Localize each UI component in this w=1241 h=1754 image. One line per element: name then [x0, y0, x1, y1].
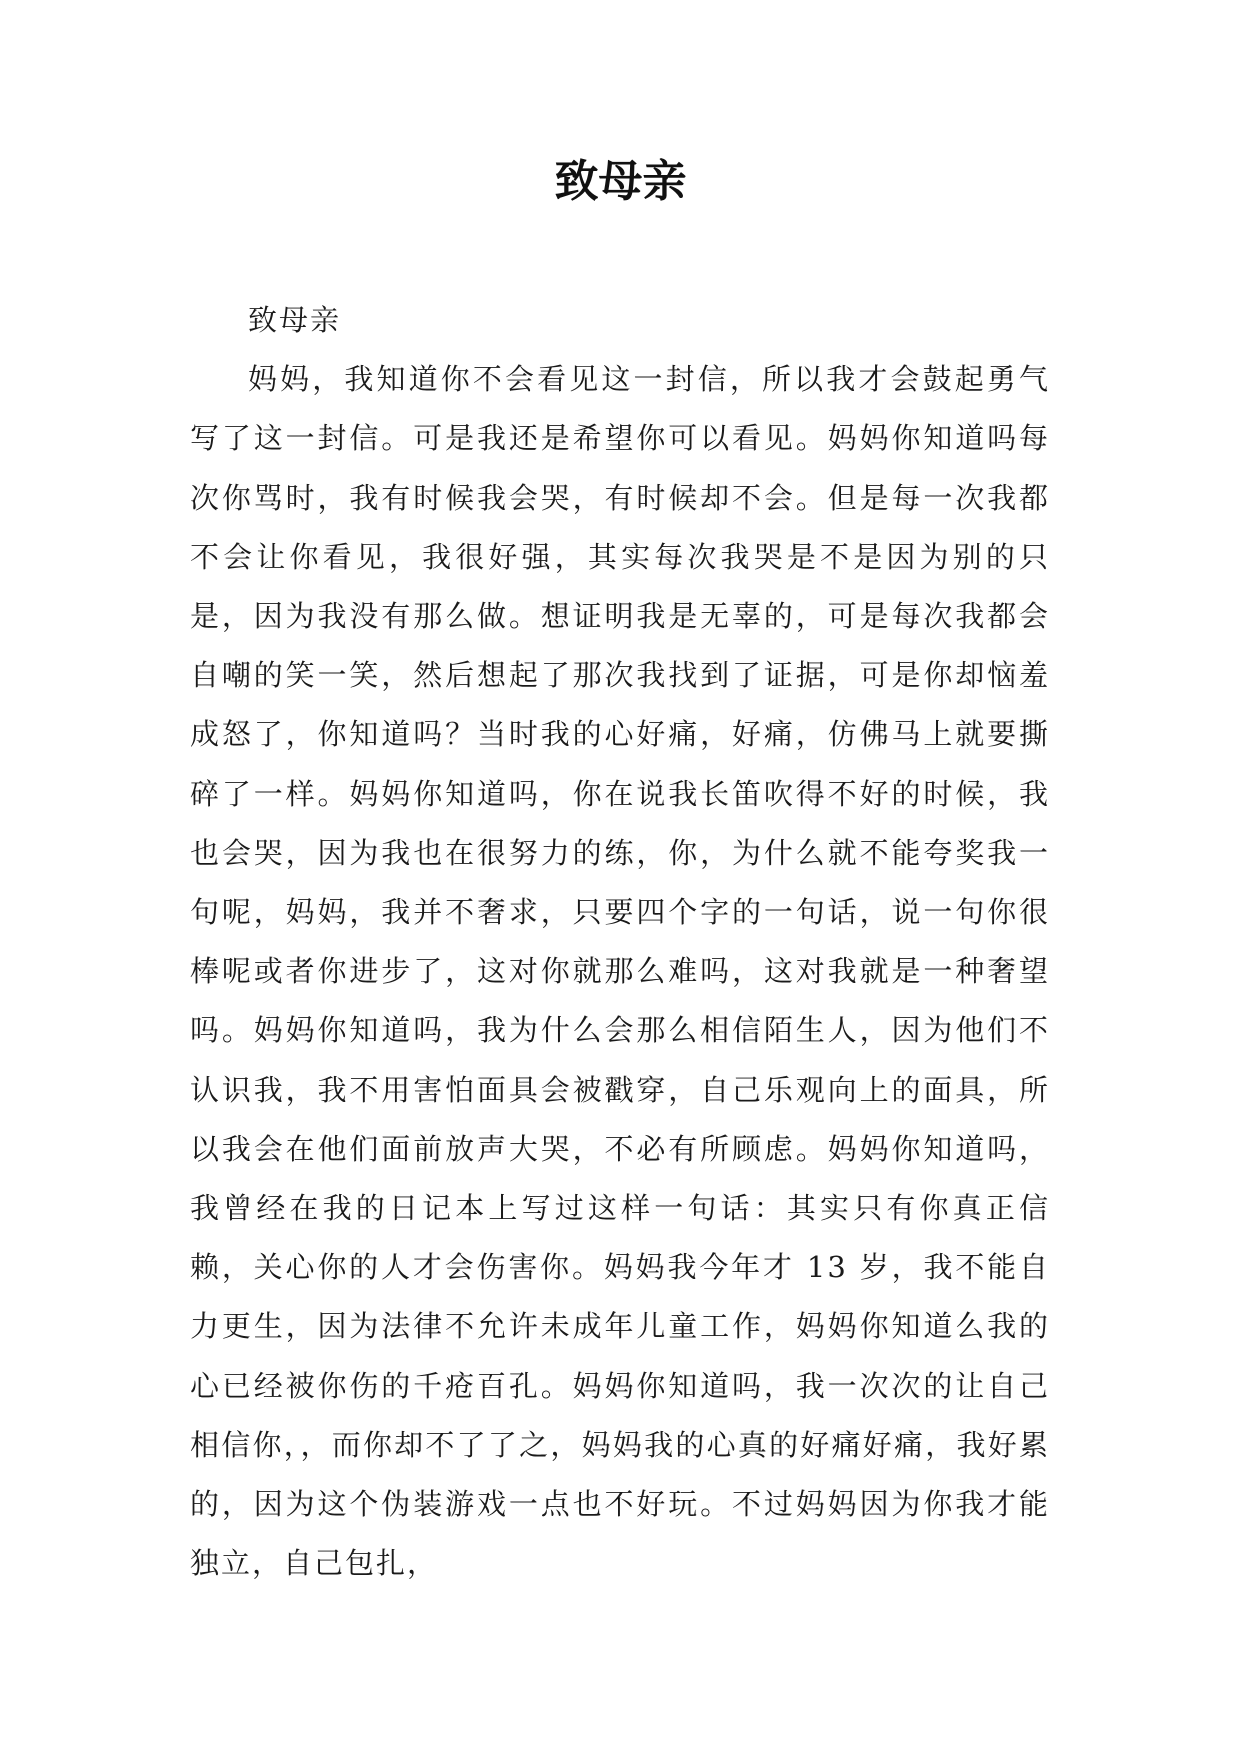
document-body [190, 291, 1050, 1593]
letter-paragraph: 妈妈，我知道你不会看见这一封信，所以我才会鼓起勇气写了这一封信。可是我还是希望你可以看见。妈妈你知道吗每次你骂时，我有时候我会哭，有时候却不会。但是每一次我都不会让你看见，我很好强，其实每次我哭是不是因为别的只是，因为我没有那么做。想证明我是无辜的，可是每次我都会自嘲的笑一笑，然后想起了那次我找到了证据，可是你却恼羞成怒了，你知道吗？当时我的心好痛，好痛，仿佛马上就要撕碎了一样。妈妈你知道吗，你在说我长笛吹得不好的时候，我也会哭，因为我也在很努力的练，你，为什么就不能夸奖我一句呢，妈妈，我并不奢求，只要四个字的一句话，说一句你很棒呢或者你进步了，这对你就那么难吗，这对我就是一种奢望吗。妈妈你知道吗，我为什么会那么相信陌生人，因为他们不认识我，我不用害怕面具会被戳穿，自己乐观向上的面具，所以我会在他们面前放声大哭，不必有所顾虑。妈妈你知道吗，我曾经在我的日记本上写过这样一句话：其实只有你真正信赖，关心你的人才会伤害你。妈妈我今年才 13 岁，我不能自力更生，因为法律不允许未成年儿童工作，妈妈你知道么我的心已经被你伤的千疮百孔。妈妈你知道吗，我一次次的让自己相信你，，而你却不了了之，妈妈我的心真的好痛好痛，我好累的，因为这个伪装游戏一点也不好玩。不过妈妈因为你我才能独立，自己包扎， [190, 362, 1050, 1581]
letter-salutation: 致母亲 [248, 303, 342, 337]
document-title: 致母亲 [554, 156, 687, 207]
